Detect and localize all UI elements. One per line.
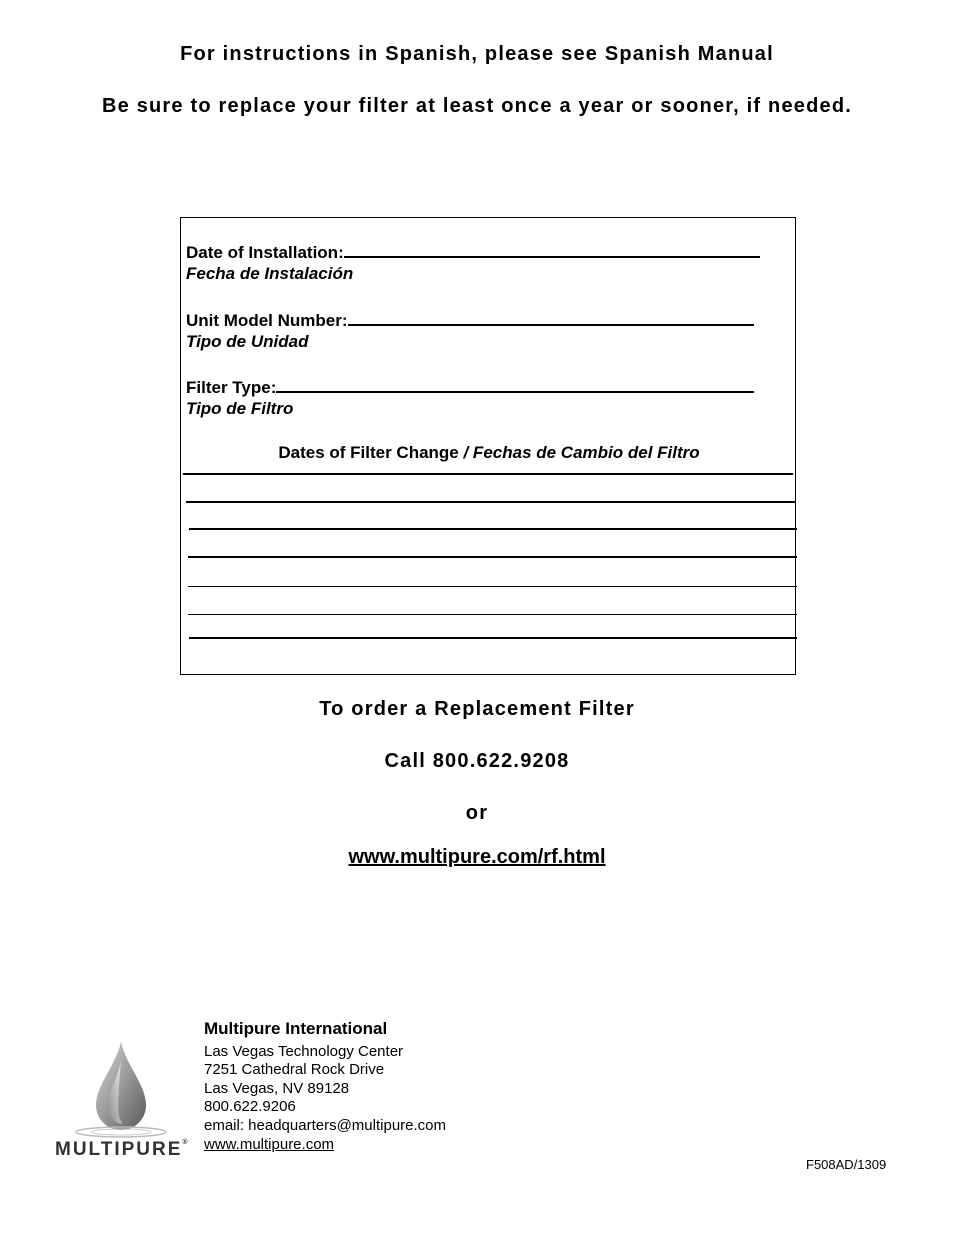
change-date-line[interactable]: [188, 556, 797, 558]
change-date-line[interactable]: [186, 501, 796, 503]
change-date-line[interactable]: [189, 528, 797, 530]
change-date-line[interactable]: [183, 473, 793, 475]
installation-date-field[interactable]: Date of Installation:: [186, 242, 760, 263]
filter-type-field[interactable]: Filter Type:: [186, 377, 754, 398]
company-name: Multipure International: [204, 1019, 388, 1038]
document-code: F508AD/1309: [806, 1157, 887, 1172]
unit-model-field[interactable]: Unit Model Number:: [186, 310, 754, 331]
company-email[interactable]: email: headquarters@multipure.com: [204, 1116, 446, 1134]
order-phone: Call 800.622.9208: [384, 750, 570, 772]
address-line: Las Vegas, NV 89128: [204, 1079, 350, 1097]
order-url-link[interactable]: www.multipure.com/rf.html: [348, 846, 606, 868]
unit-model-es-label: Tipo de Unidad: [186, 332, 309, 351]
address-line: Las Vegas Technology Center: [204, 1042, 404, 1060]
filter-type-es-label: Tipo de Filtro: [186, 399, 294, 418]
multipure-drop-logo: [66, 1040, 176, 1140]
address-line: 7251 Cathedral Rock Drive: [204, 1061, 385, 1079]
spanish-manual-note: For instructions in Spanish, please see Spanish Manual: [180, 43, 774, 65]
filter-record-form: [180, 217, 796, 675]
change-date-line[interactable]: [188, 614, 797, 615]
company-phone: 800.622.9206: [204, 1098, 296, 1116]
order-heading: To order a Replacement Filter: [319, 698, 635, 720]
multipure-logo-text: MULTIPURE®: [55, 1139, 188, 1160]
filter-change-title: Dates of Filter Change / Fechas de Cambio del Filtro: [278, 443, 700, 462]
order-or: or: [465, 802, 489, 824]
company-website-link[interactable]: www.multipure.com: [204, 1135, 335, 1153]
company-address: [204, 1020, 446, 1154]
replace-filter-note: Be sure to replace your filter at least once a year or sooner, if needed.: [101, 95, 853, 117]
installation-date-es-label: Fecha de Instalación: [186, 264, 354, 283]
change-date-line[interactable]: [188, 586, 797, 587]
change-date-line[interactable]: [189, 637, 797, 639]
